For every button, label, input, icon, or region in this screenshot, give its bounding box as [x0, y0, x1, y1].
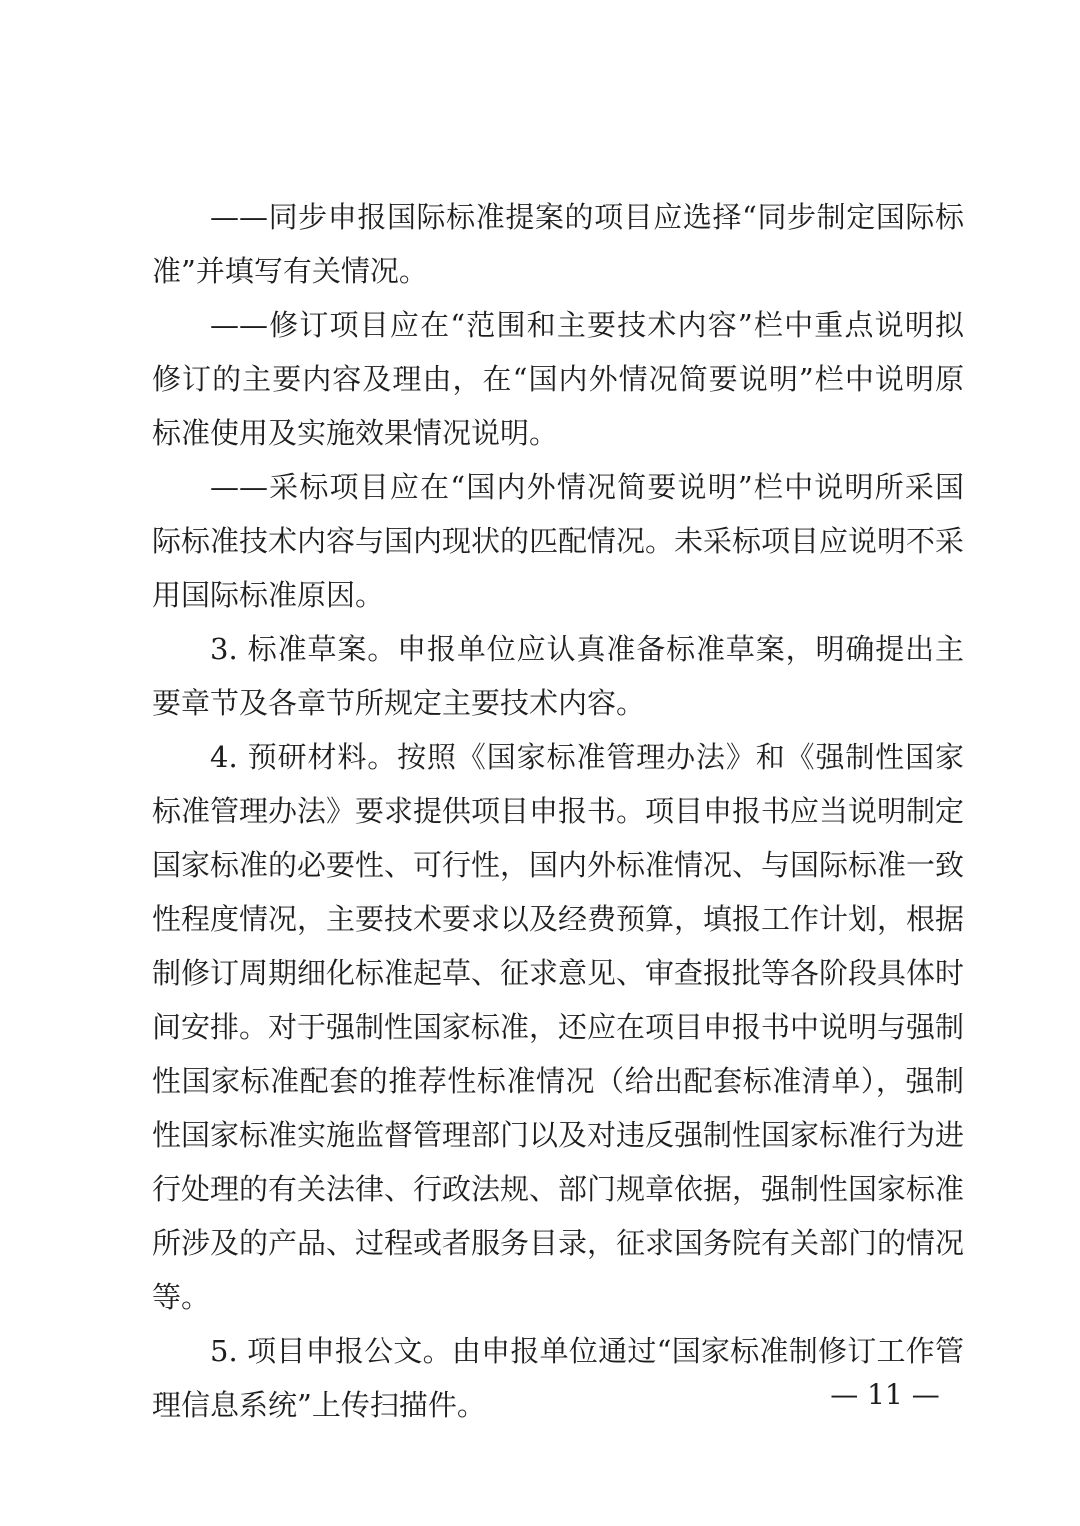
document-body — [152, 190, 964, 1432]
paragraph-pre-research-materials: 4. 预研材料。按照《国家标准管理办法》和《强制性国家标准管理办法》要求提供项目申报书。项目申报书应当说明制定国家标准的必要性、可行性，国内外标准情况、与国际标准一致性程度情况，主要技术要求以及经费预算，填报工作计划，根据制修订周期细化标准起草、征求意见、审查报批等各阶段具体时间安排。对于强制性国家标准，还应在项目申报书中说明与强制性国家标准配套的推荐性标准情况（给出配套标准清单），强制性国家标准实施监督管理部门以及对违反强制性国家标准行为进行处理的有关法律、行政法规、部门规章依据，强制性国家标准所涉及的产品、过程或者服务目录，征求国务院有关部门的情况等。 — [152, 740, 965, 1314]
paragraph-standard-draft: 3. 标准草案。申报单位应认真准备标准草案，明确提出主要章节及各章节所规定主要技术内容。 — [152, 632, 964, 720]
paragraph-application-document: 5. 项目申报公文。由申报单位通过“国家标准制修订工作管理信息系统”上传扫描件。 — [152, 1334, 964, 1422]
page-number: — 11 — — [830, 1378, 940, 1411]
paragraph-adoption-project: ——采标项目应在“国内外情况简要说明”栏中说明所采国际标准技术内容与国内现状的匹配情况。未采标项目应说明不采用国际标准原因。 — [152, 470, 965, 612]
paragraph-sync-international-proposal: ——同步申报国际标准提案的项目应选择“同步制定国际标准”并填写有关情况。 — [152, 200, 964, 288]
paragraph-revision-project: ——修订项目应在“范围和主要技术内容”栏中重点说明拟修订的主要内容及理由，在“国内外情况简要说明”栏中说明原标准使用及实施效果情况说明。 — [152, 308, 964, 450]
